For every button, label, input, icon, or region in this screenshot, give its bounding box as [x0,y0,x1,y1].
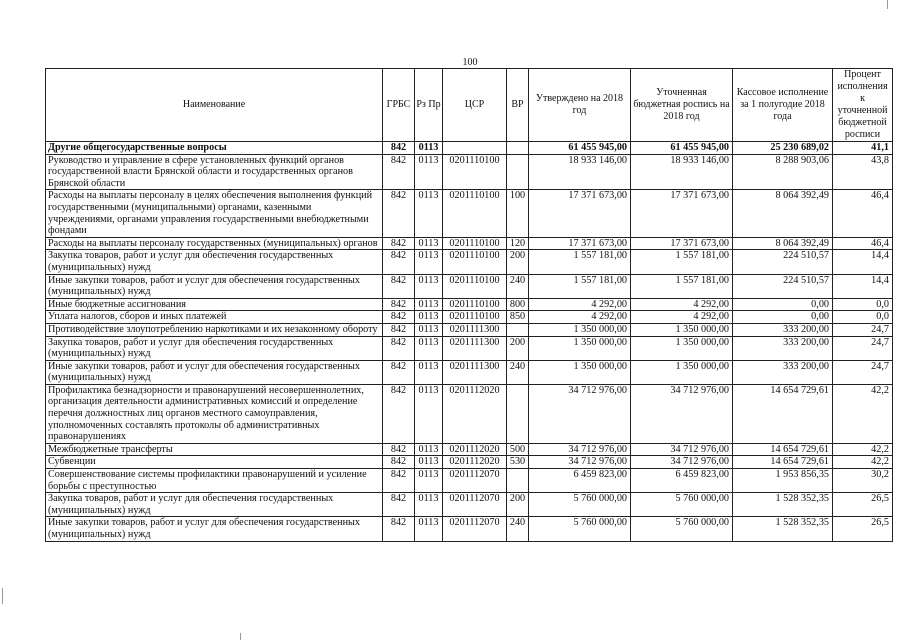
cell-revised: 4 292,00 [631,298,733,311]
cell-vr: 200 [507,250,529,274]
scan-edge-mark [240,633,241,640]
cell-csr: 0201110100 [443,311,507,324]
header-approved: Утверждено на 2018 год [529,69,631,142]
cell-vr [507,384,529,443]
table-row [46,456,893,469]
table-row [46,360,893,384]
cell-rzpr: 0113 [415,274,443,298]
cell-rzpr: 0113 [415,443,443,456]
cell-percent: 26,5 [833,517,893,541]
cell-rzpr: 0113 [415,336,443,360]
cell-csr [443,142,507,155]
cell-percent: 0,0 [833,298,893,311]
cell-csr: 0201110100 [443,274,507,298]
cell-revised: 4 292,00 [631,311,733,324]
table-row [46,142,893,155]
cell-grbs: 842 [383,237,415,250]
cell-name: Закупка товаров, работ и услуг для обеспечения государственных (муниципальных) нужд [46,336,383,360]
cell-percent: 14,4 [833,274,893,298]
cell-name: Иные закупки товаров, работ и услуг для обеспечения государственных (муниципальных) нужд [46,274,383,298]
cell-revised: 1 350 000,00 [631,336,733,360]
cell-vr: 530 [507,456,529,469]
cell-revised: 5 760 000,00 [631,493,733,517]
header-percent: Процент исполнения к уточненной бюджетной росписи [833,69,893,142]
cell-revised: 34 712 976,00 [631,443,733,456]
table-row [46,517,893,541]
cell-name: Расходы на выплаты персоналу в целях обеспечения выполнения функций государственными (муниципальными) органами, казенными учреждениями, органами управления государственными внебюджетными фондами [46,190,383,237]
header-grbs: ГРБС [383,69,415,142]
cell-executed: 0,00 [733,298,833,311]
cell-vr: 100 [507,190,529,237]
cell-grbs: 842 [383,443,415,456]
cell-grbs: 842 [383,493,415,517]
cell-vr: 240 [507,517,529,541]
cell-rzpr: 0113 [415,142,443,155]
budget-execution-table [45,68,893,542]
cell-csr: 0201110100 [443,190,507,237]
cell-vr: 240 [507,274,529,298]
table-row [46,336,893,360]
cell-revised: 17 371 673,00 [631,190,733,237]
cell-grbs: 842 [383,154,415,190]
cell-grbs: 842 [383,311,415,324]
cell-grbs: 842 [383,190,415,237]
cell-name: Другие общегосударственные вопросы [46,142,383,155]
cell-executed: 25 230 689,02 [733,142,833,155]
cell-grbs: 842 [383,323,415,336]
cell-vr: 200 [507,493,529,517]
cell-csr: 0201112070 [443,517,507,541]
header-executed: Кассовое исполнение за 1 полугодие 2018 года [733,69,833,142]
cell-vr [507,154,529,190]
table-row [46,493,893,517]
cell-percent: 41,1 [833,142,893,155]
cell-executed: 8 064 392,49 [733,190,833,237]
cell-name: Межбюджетные трансферты [46,443,383,456]
cell-revised: 1 557 181,00 [631,250,733,274]
cell-vr: 850 [507,311,529,324]
cell-rzpr: 0113 [415,298,443,311]
cell-csr: 0201112020 [443,443,507,456]
cell-rzpr: 0113 [415,323,443,336]
cell-csr: 0201111300 [443,360,507,384]
cell-executed: 14 654 729,61 [733,456,833,469]
cell-percent: 14,4 [833,250,893,274]
cell-approved: 6 459 823,00 [529,469,631,493]
cell-rzpr: 0113 [415,190,443,237]
cell-approved: 17 371 673,00 [529,237,631,250]
cell-approved: 5 760 000,00 [529,517,631,541]
cell-grbs: 842 [383,298,415,311]
cell-approved: 18 933 146,00 [529,154,631,190]
table-row [46,443,893,456]
cell-executed: 224 510,57 [733,274,833,298]
cell-name: Закупка товаров, работ и услуг для обеспечения государственных (муниципальных) нужд [46,250,383,274]
cell-grbs: 842 [383,517,415,541]
cell-csr: 0201111300 [443,336,507,360]
cell-name: Иные закупки товаров, работ и услуг для обеспечения государственных (муниципальных) нужд [46,517,383,541]
cell-percent: 24,7 [833,360,893,384]
header-csr: ЦСР [443,69,507,142]
cell-approved: 34 712 976,00 [529,456,631,469]
cell-vr: 800 [507,298,529,311]
cell-executed: 1 528 352,35 [733,493,833,517]
cell-csr: 0201112070 [443,469,507,493]
cell-approved: 61 455 945,00 [529,142,631,155]
cell-vr: 500 [507,443,529,456]
cell-revised: 1 350 000,00 [631,323,733,336]
cell-csr: 0201111300 [443,323,507,336]
cell-csr: 0201112020 [443,456,507,469]
cell-percent: 30,2 [833,469,893,493]
cell-rzpr: 0113 [415,311,443,324]
cell-csr: 0201112020 [443,384,507,443]
cell-percent: 26,5 [833,493,893,517]
cell-percent: 42,2 [833,456,893,469]
cell-vr [507,323,529,336]
cell-revised: 18 933 146,00 [631,154,733,190]
cell-percent: 24,7 [833,323,893,336]
header-rzpr: Рз Пр [415,69,443,142]
header-name: Наименование [46,69,383,142]
scan-edge-mark [887,0,888,9]
cell-grbs: 842 [383,274,415,298]
cell-csr: 0201110100 [443,250,507,274]
cell-grbs: 842 [383,384,415,443]
cell-approved: 34 712 976,00 [529,443,631,456]
cell-rzpr: 0113 [415,154,443,190]
cell-percent: 43,8 [833,154,893,190]
cell-approved: 4 292,00 [529,311,631,324]
table-row [46,469,893,493]
cell-name: Расходы на выплаты персоналу государственных (муниципальных) органов [46,237,383,250]
cell-executed: 0,00 [733,311,833,324]
cell-revised: 1 557 181,00 [631,274,733,298]
cell-grbs: 842 [383,142,415,155]
cell-rzpr: 0113 [415,360,443,384]
cell-vr: 120 [507,237,529,250]
cell-percent: 24,7 [833,336,893,360]
cell-rzpr: 0113 [415,456,443,469]
cell-grbs: 842 [383,456,415,469]
cell-name: Уплата налогов, сборов и иных платежей [46,311,383,324]
cell-vr: 240 [507,360,529,384]
cell-vr [507,142,529,155]
cell-csr: 0201110100 [443,298,507,311]
table-body [46,142,893,542]
cell-revised: 1 350 000,00 [631,360,733,384]
cell-percent: 46,4 [833,190,893,237]
table-row [46,311,893,324]
cell-approved: 17 371 673,00 [529,190,631,237]
page-number: 100 [462,57,478,68]
cell-name: Закупка товаров, работ и услуг для обеспечения государственных (муниципальных) нужд [46,493,383,517]
cell-executed: 224 510,57 [733,250,833,274]
cell-approved: 34 712 976,00 [529,384,631,443]
table-row [46,384,893,443]
table-row [46,323,893,336]
cell-executed: 333 200,00 [733,336,833,360]
cell-name: Совершенствование системы профилактики правонарушений и усиление борьбы с преступностью [46,469,383,493]
cell-revised: 34 712 976,00 [631,384,733,443]
cell-grbs: 842 [383,469,415,493]
header-revised: Уточненная бюджетная роспись на 2018 год [631,69,733,142]
scan-edge-mark [2,588,3,604]
table-row [46,250,893,274]
cell-executed: 1 953 856,35 [733,469,833,493]
cell-rzpr: 0113 [415,493,443,517]
cell-rzpr: 0113 [415,250,443,274]
cell-approved: 1 350 000,00 [529,336,631,360]
table-row [46,237,893,250]
table-row [46,298,893,311]
table-row [46,274,893,298]
header-vr: ВР [507,69,529,142]
cell-grbs: 842 [383,250,415,274]
cell-revised: 34 712 976,00 [631,456,733,469]
cell-grbs: 842 [383,360,415,384]
cell-percent: 0,0 [833,311,893,324]
cell-csr: 0201112070 [443,493,507,517]
cell-revised: 6 459 823,00 [631,469,733,493]
cell-approved: 1 350 000,00 [529,323,631,336]
cell-name: Руководство и управление в сфере установленных функций органов государственной власти Брянской области и государственных органов Брянской области [46,154,383,190]
cell-csr: 0201110100 [443,154,507,190]
cell-executed: 8 064 392,49 [733,237,833,250]
cell-approved: 1 557 181,00 [529,274,631,298]
cell-percent: 42,2 [833,384,893,443]
table-row [46,190,893,237]
cell-name: Профилактика безнадзорности и правонарушений несовершеннолетних, организация деятельности административных комиссий и определение перечня должностных лиц органов местного самоуправления, уполномоченных составлять протоколы об административных правонарушениях [46,384,383,443]
cell-name: Иные бюджетные ассигнования [46,298,383,311]
cell-executed: 333 200,00 [733,360,833,384]
cell-vr [507,469,529,493]
cell-approved: 1 557 181,00 [529,250,631,274]
cell-name: Субвенции [46,456,383,469]
cell-executed: 1 528 352,35 [733,517,833,541]
cell-revised: 17 371 673,00 [631,237,733,250]
cell-approved: 4 292,00 [529,298,631,311]
cell-name: Противодействие злоупотреблению наркотиками и их незаконному обороту [46,323,383,336]
cell-approved: 1 350 000,00 [529,360,631,384]
table-row [46,154,893,190]
cell-csr: 0201110100 [443,237,507,250]
cell-percent: 46,4 [833,237,893,250]
table-header-row [46,69,893,142]
cell-name: Иные закупки товаров, работ и услуг для обеспечения государственных (муниципальных) нужд [46,360,383,384]
cell-executed: 14 654 729,61 [733,384,833,443]
cell-vr: 200 [507,336,529,360]
cell-approved: 5 760 000,00 [529,493,631,517]
cell-executed: 333 200,00 [733,323,833,336]
cell-revised: 5 760 000,00 [631,517,733,541]
cell-grbs: 842 [383,336,415,360]
cell-rzpr: 0113 [415,517,443,541]
cell-executed: 8 288 903,06 [733,154,833,190]
cell-executed: 14 654 729,61 [733,443,833,456]
cell-rzpr: 0113 [415,237,443,250]
cell-rzpr: 0113 [415,469,443,493]
cell-revised: 61 455 945,00 [631,142,733,155]
cell-rzpr: 0113 [415,384,443,443]
cell-percent: 42,2 [833,443,893,456]
